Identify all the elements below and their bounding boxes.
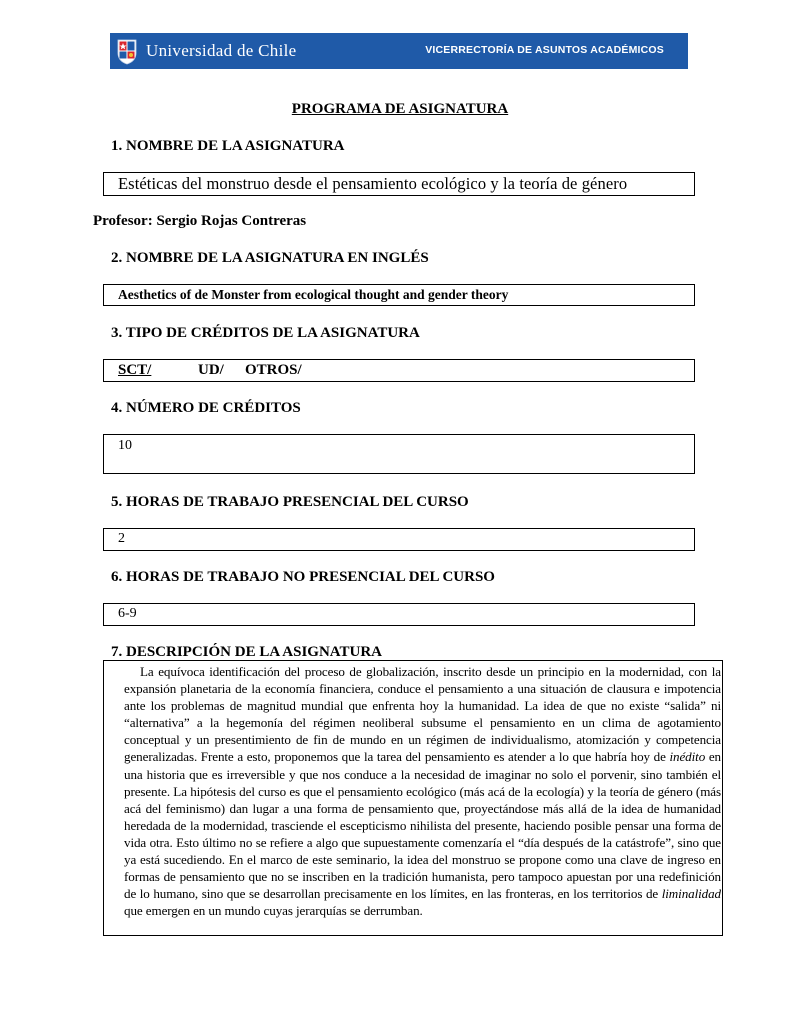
description-emphasis-1: inédito [669, 749, 706, 765]
section-2-heading: 2. NOMBRE DE LA ASIGNATURA EN INGLÉS [111, 250, 429, 266]
non-presential-hours: 6-9 [118, 606, 137, 621]
section-5-heading: 5. HORAS DE TRABAJO PRESENCIAL DEL CURSO [111, 494, 469, 510]
office-name: VICERRECTORÍA DE ASUNTOS ACADÉMICOS [425, 44, 664, 56]
credit-type-box [103, 359, 695, 382]
course-name-english: Aesthetics of de Monster from ecological thought and gender theory [118, 287, 509, 302]
credit-type-ud: UD/ [198, 362, 224, 378]
description-text-3: que emergen en un mundo cuyas jerarquías se derrumban. [124, 903, 423, 919]
description-text-2: en una historia que es irreversible y que nos conduce a la necesidad de imaginar no solo el porvenir, sino también el presente. La hipótesis del curso es que el pensamiento ecológico (más acá de la ecología) y la teoría de género (más acá del feminismo) dan lugar a una forma de pensamiento que, proyectándose más allá de la idea de humanidad heredada de la modernidad, trasciende el escepticismo nihilista del presente, haciendo posible pensar una forma de vida otra. Esto último no se refiere a algo que supuestamente comenzaría el “día después de la catástrofe”, sino que ya está sucediendo. En el marco de este seminario, la idea del monstruo se propone como una clave de ingreso en formas de pensamiento que no se inscriben en la tradición humanista, pero tampoco apuestan por una redefinición de lo humano, sino que se desarrollan precisamente en los límites, en las fronteras, en los territorios de [124, 749, 721, 902]
credits-number-box [103, 434, 695, 474]
course-description [124, 663, 721, 919]
course-name: Estéticas del monstruo desde el pensamiento ecológico y la teoría de género [118, 174, 628, 193]
description-text-1: La equívoca identificación del proceso de globalización, inscrito desde un principio en la modernidad, con la expansión planetaria de la economía financiera, conduce el pensamiento a una situación de clausura e impotencia ante los problemas de magnitud mundial que enfrenta hoy la humanidad. La idea de que no existe “salida” ni “alternativa” a la hegemonía del régimen neoliberal subsume el pensamiento en un clima de agotamiento conceptual y un presentimiento de fin de mundo en un régimen de individualismo, atomización y competencia generalizadas. Frente a esto, proponemos que la tarea del pensamiento es atender a lo que habría hoy de [124, 664, 721, 765]
presential-hours: 2 [118, 531, 125, 546]
presential-hours-box [103, 528, 695, 551]
professor: Profesor: Sergio Rojas Contreras [93, 213, 307, 229]
credit-type-otros: OTROS/ [245, 362, 302, 378]
course-description-box [103, 660, 723, 936]
section-7-heading: 7. DESCRIPCIÓN DE LA ASIGNATURA [111, 644, 383, 660]
header-banner [110, 33, 688, 69]
university-crest-icon [116, 37, 138, 65]
non-presential-hours-box [103, 603, 695, 626]
section-1-heading: 1. NOMBRE DE LA ASIGNATURA [111, 138, 345, 154]
course-name-english-box [103, 284, 695, 306]
credit-type-sct: SCT/ [118, 362, 152, 378]
section-3-heading: 3. TIPO DE CRÉDITOS DE LA ASIGNATURA [111, 325, 420, 341]
page-title: PROGRAMA DE ASIGNATURA [291, 101, 509, 117]
course-name-box [103, 172, 695, 196]
university-name: Universidad de Chile [146, 41, 297, 60]
description-emphasis-2: liminalidad [661, 886, 721, 902]
credits-number: 10 [118, 438, 132, 453]
section-6-heading: 6. HORAS DE TRABAJO NO PRESENCIAL DEL CURSO [111, 569, 495, 585]
section-4-heading: 4. NÚMERO DE CRÉDITOS [111, 400, 301, 416]
